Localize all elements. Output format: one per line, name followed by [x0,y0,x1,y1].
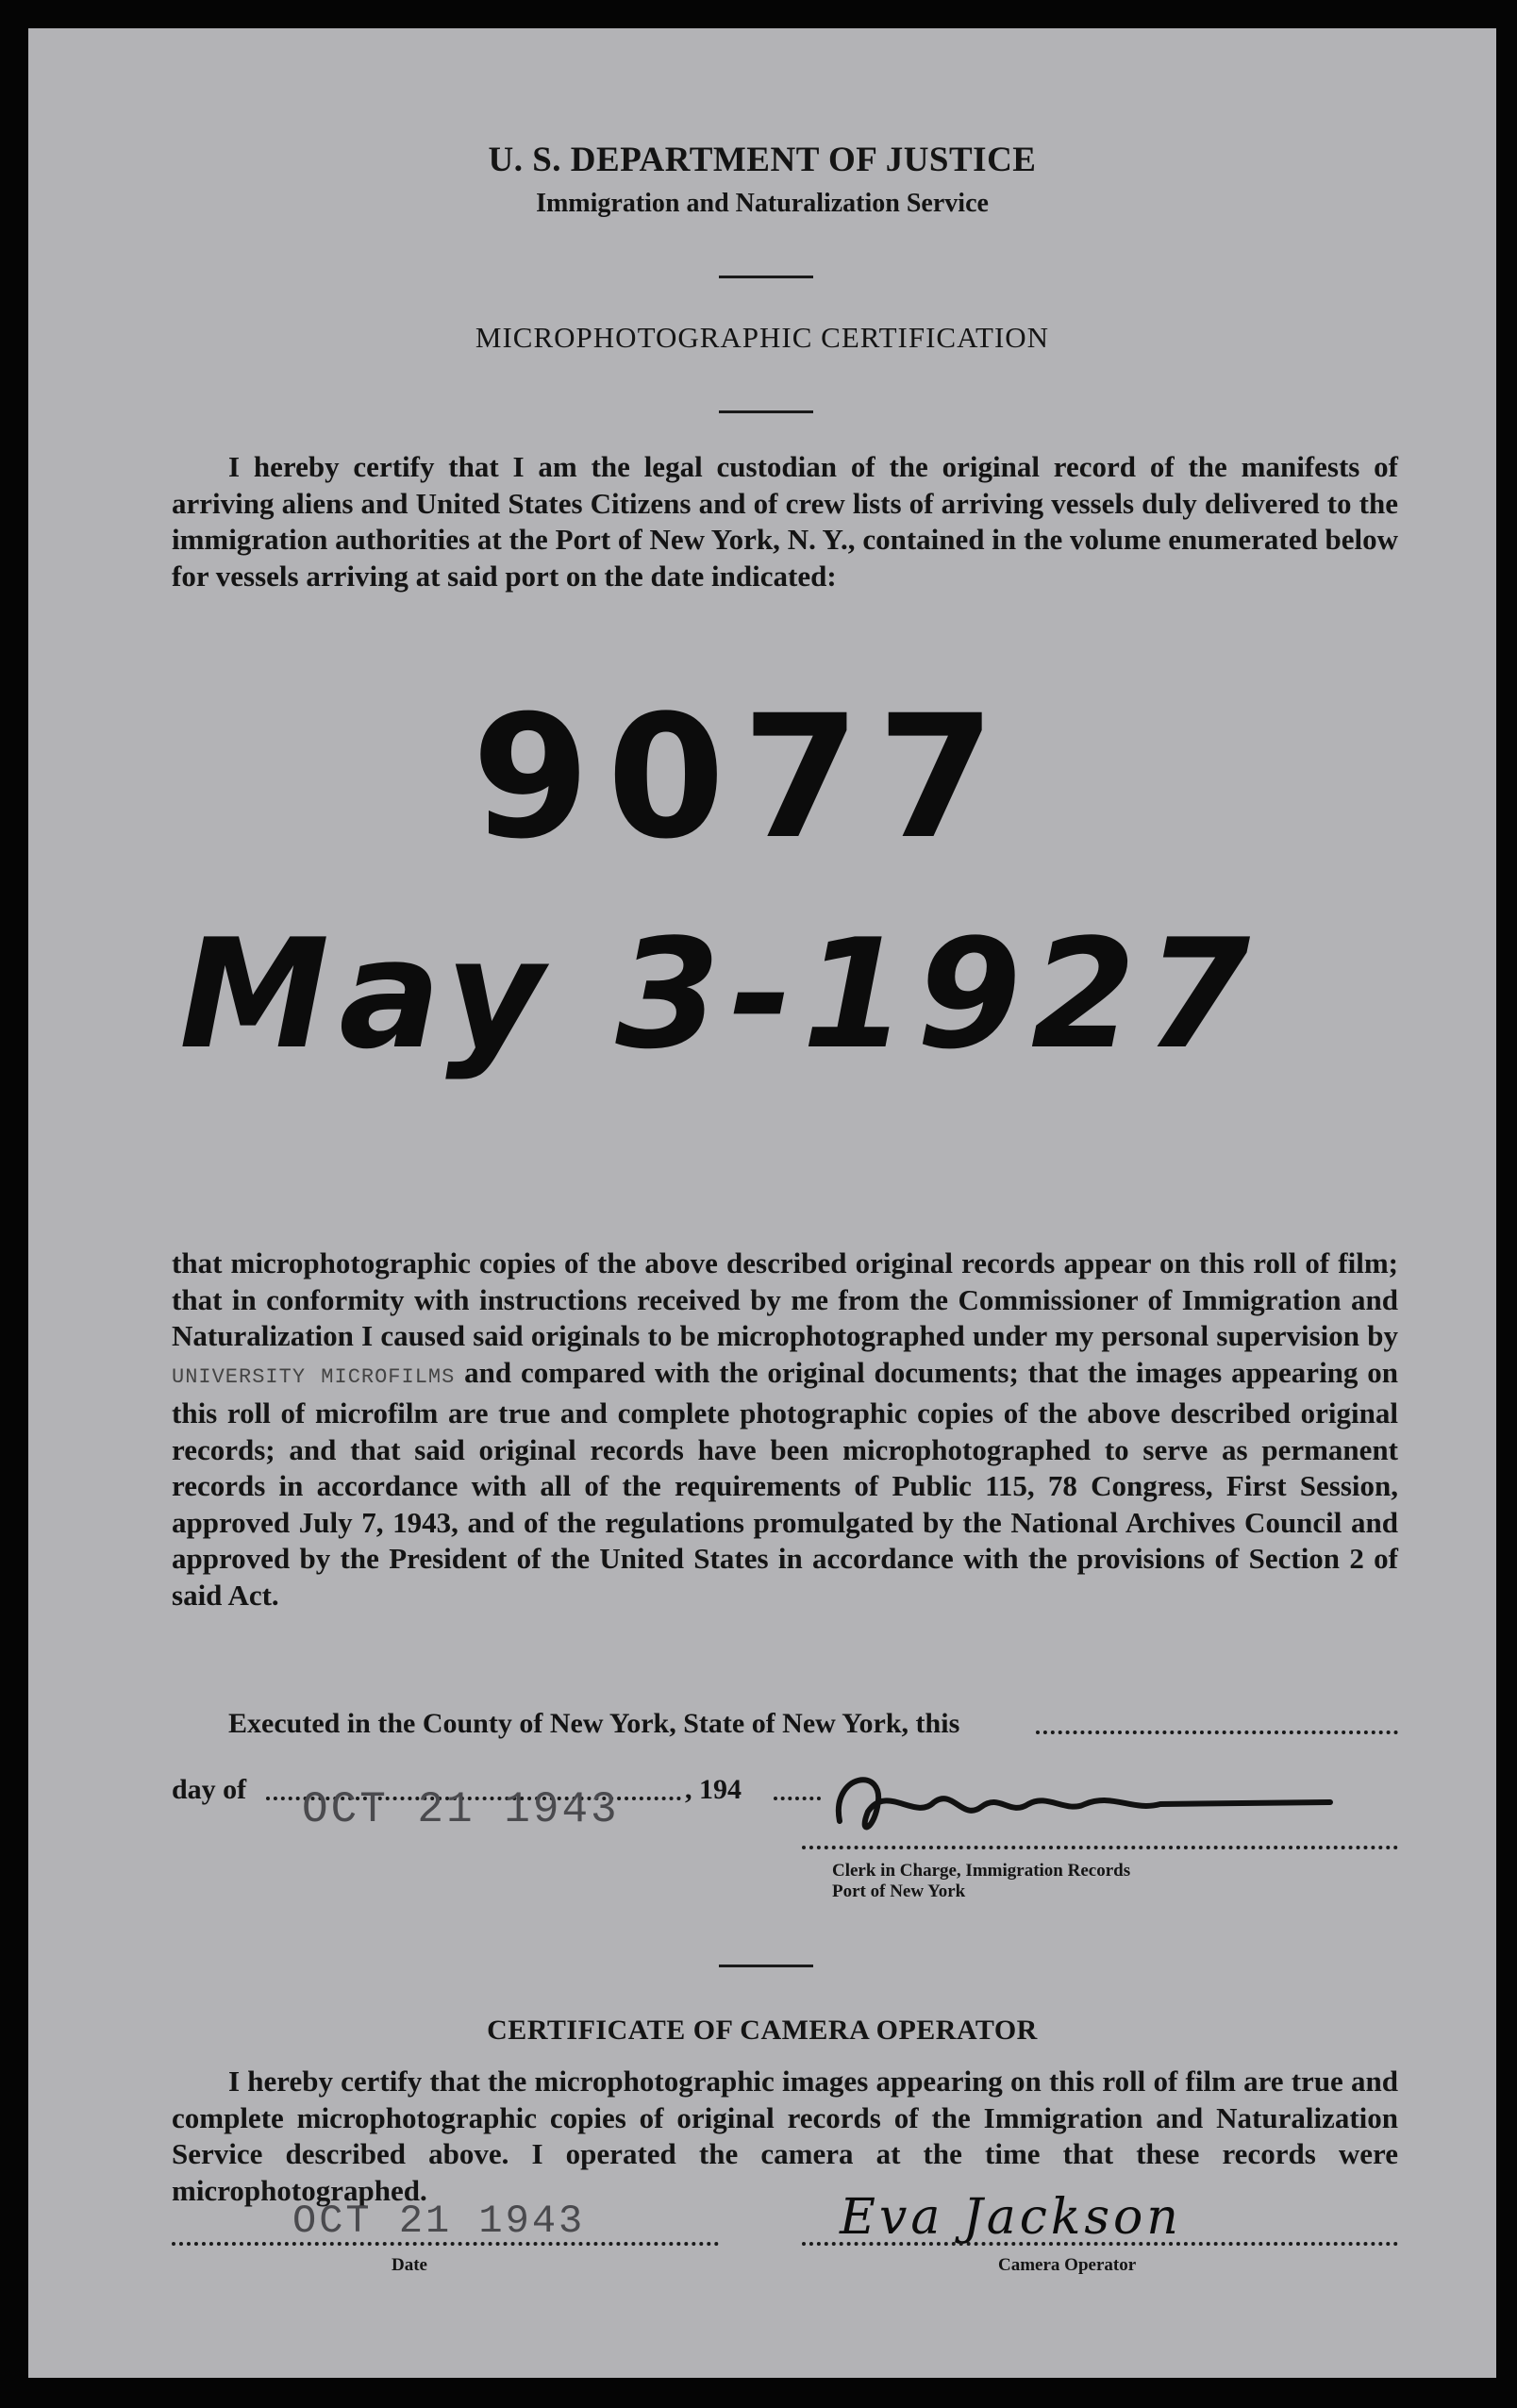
camera-operator-label: Camera Operator [998,2255,1137,2275]
certification-text-before: that microphotographic copies of the above described original records appear on this roll of film; that in conformity with instructions received by me from the Commissioner of Immigration and Naturalization I caused said originals to be microphotographed under my personal supervision by [172,1246,1398,1352]
certification-text-after: and compared with the original documents; that the images appearing on this roll of microfilm are true and complete photographic copies of the above described original records; and that said original records have been microphotographed to serve as permanent records in accordance with all of the requirements of Public 115, 78 Congress, First Session, approved July 7, 1943, and of the regulations promulgated by the National Archives Council and approved by the President of the United States in accordance with the provisions of Section 2 of said Act. [172,1355,1398,1612]
divider [719,1965,813,1967]
photographer-stamp: UNIVERSITY MICROFILMS [172,1364,456,1389]
operator-certificate-title: CERTIFICATE OF CAMERA OPERATOR [487,2015,1038,2046]
clerk-title-line2: Port of New York [832,1881,966,1901]
divider [719,410,813,413]
operator-signature-line [802,2242,1398,2246]
operator-date-stamp: OCT 21 1943 [292,2199,586,2244]
intro-paragraph: I hereby certify that I am the legal custodian of the original record of the manifests of arriving aliens and United States Citizens and of crew lists of arriving vessels duly delivered to the immigration authorities at the Port of New York, N. Y., contained in the volume enumerated below for vessels arriving at said port on the date indicated: [172,450,1398,593]
divider [719,276,813,278]
clerk-title-line1: Clerk in Charge, Immigration Records [832,1861,1131,1881]
operator-signature: Eva Jackson [840,2189,1182,2246]
execution-line: Executed in the County of New York, State of New York, this [228,1708,960,1739]
handwritten-date: May 3-1927 [179,906,1260,1082]
certification-paragraph [172,1246,1398,1614]
department-heading: U. S. DEPARTMENT OF JUSTICE [488,141,1037,179]
clerk-signature [802,1755,1349,1859]
year-label: , 194 [685,1774,742,1805]
execution-date-blank [1036,1731,1398,1734]
service-subheading: Immigration and Naturalization Service [536,189,989,218]
operator-certificate-paragraph: I hereby certify that the microphotographic images appearing on this roll of film are true and complete microphotographic copies of original records of the Immigration and Naturalization Service described above. I operated the camera at the time that these records were microphotographed. [172,2065,1398,2207]
clerk-title [832,1861,1130,1902]
day-of-label: day of [172,1774,247,1805]
handwritten-volume-number: 9077 [472,679,1012,877]
date-label: Date [392,2255,427,2275]
certification-title: MICROPHOTOGRAPHIC CERTIFICATION [475,321,1050,354]
execution-date-stamp: OCT 21 1943 [302,1785,620,1834]
clerk-signature-line [802,1846,1398,1849]
certificate-sheet [28,28,1496,2378]
date-signature-line [172,2242,719,2246]
